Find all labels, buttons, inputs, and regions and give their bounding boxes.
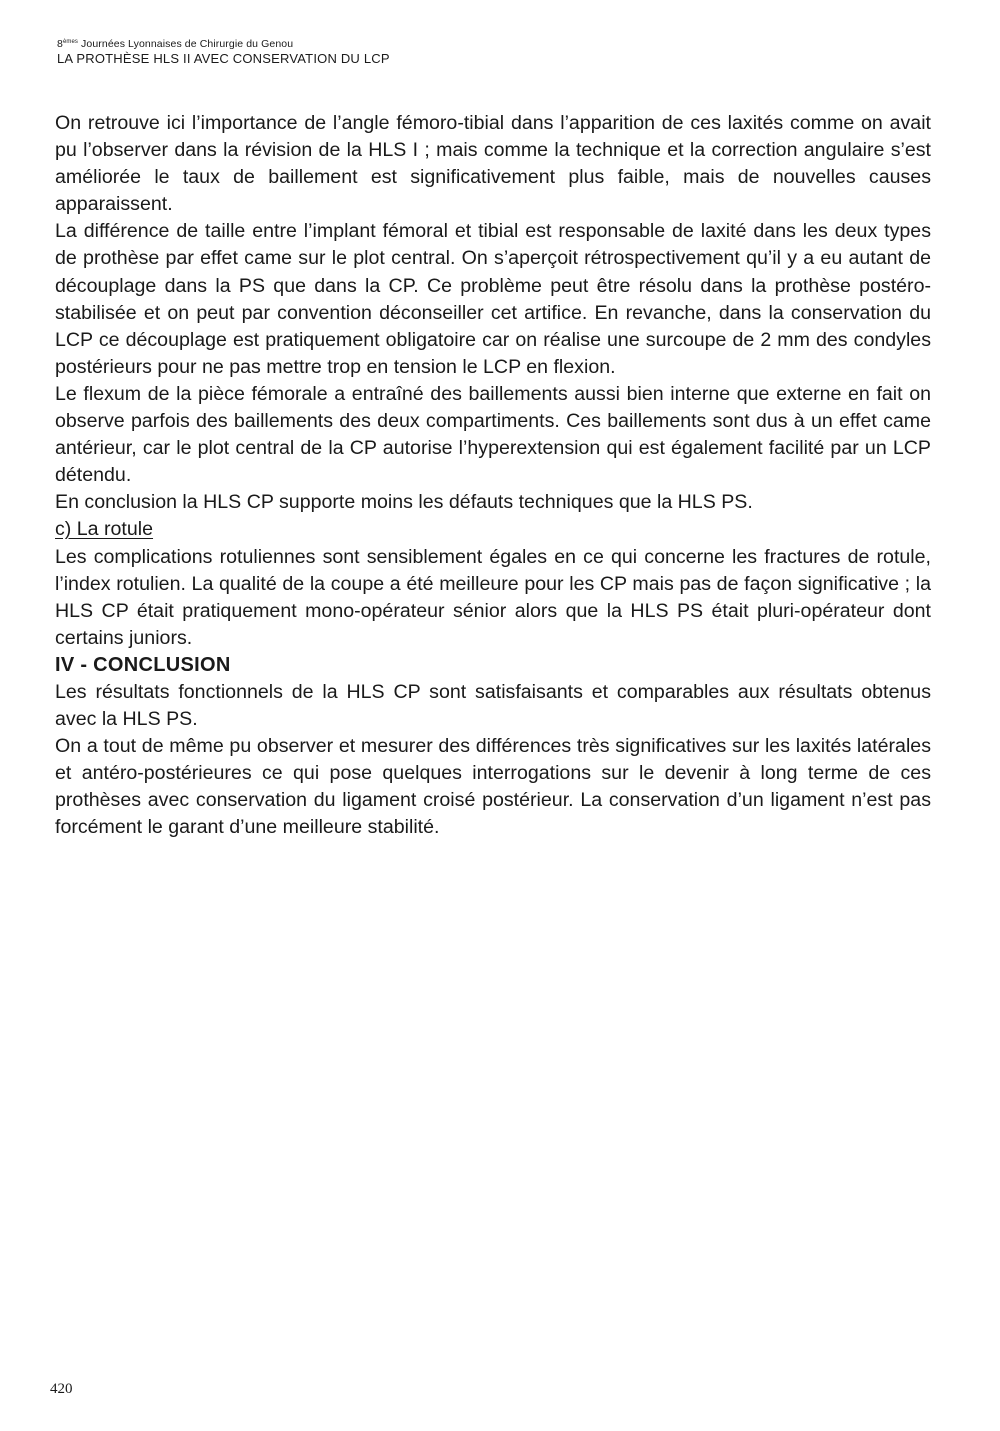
running-header (57, 38, 947, 66)
section-title-conclusion: IV - CONCLUSION (55, 653, 231, 676)
paragraph-femorotibial-angle: On retrouve ici l’importance de l’angle fémoro-tibial dans l’apparition de ces laxités comme on avait pu l’observer dans la révision de la HLS I ; mais comme la technique et la correction angulaire s’est améliorée le taux de baillement est significativement plus faible, mais de nouvelles causes apparaissent. (55, 112, 931, 216)
paragraph-conclusion-technique: En conclusion la HLS CP supporte moins les défauts techniques que la HLS PS. (55, 491, 753, 514)
page-number: 420 (50, 1381, 73, 1397)
conference-ordinal-suffix: èmes (62, 39, 79, 45)
conference-ordinal: 8 (57, 38, 63, 50)
paragraph-conclusion-results: Les résultats fonctionnels de la HLS CP sont satisfaisants et comparables aux résultats obtenus avec la HLS PS. (55, 680, 931, 731)
paragraph-conclusion-differences: On a tout de même pu observer et mesurer des différences très significatives sur les laxités latérales et antéro-postérieures ce qui pose quelques interrogations sur le devenir à long terme de ces prothèses avec conservation du ligament croisé postérieur. La conservation d’un ligament n’est pas forcément le garant d’une meilleure stabilité. (55, 735, 931, 839)
subheading-rotule: c) La rotule (55, 518, 154, 541)
chapter-title: LA PROTHÈSE HLS II AVEC CONSERVATION DU LCP (57, 51, 390, 66)
conference-name (57, 38, 947, 51)
conference-title: Journées Lyonnaises de Chirurgie du Genou (78, 38, 294, 50)
paragraph-rotule: Les complications rotuliennes sont sensiblement égales en ce qui concerne les fractures de rotule, l’index rotulien. La qualité de la coupe a été meilleure pour les CP mais pas de façon significative ; la HLS CP était pratiquement mono-opérateur sénior alors que la HLS PS était pluri-opérateur dont certains juniors. (55, 545, 931, 649)
main-content (55, 110, 931, 842)
paragraph-implant-size: La différence de taille entre l’implant fémoral et tibial est responsable de laxité dans les deux types de prothèse par effet came sur le plot central. On s’aperçoit rétrospectivement qu’il y a eu autant de découplage dans la PS que dans la CP. Ce problème peut être résolu dans la prothèse postéro-stabilisée et on peut par convention déconseiller cet artifice. En revanche, dans la conservation du LCP ce découplage est pratiquement obligatoire car on réalise une surcoupe de 2 mm des condyles postérieurs pour ne pas mettre trop en tension le LCP en flexion. (55, 220, 931, 378)
paragraph-flexum: Le flexum de la pièce fémorale a entraîné des baillements aussi bien interne que externe en fait on observe parfois des baillements des deux compartiments. Ces baillements sont dus à un effet came antérieur, car le plot central de la CP autorise l’hyperextension qui est également facilité par un LCP détendu. (55, 382, 931, 487)
